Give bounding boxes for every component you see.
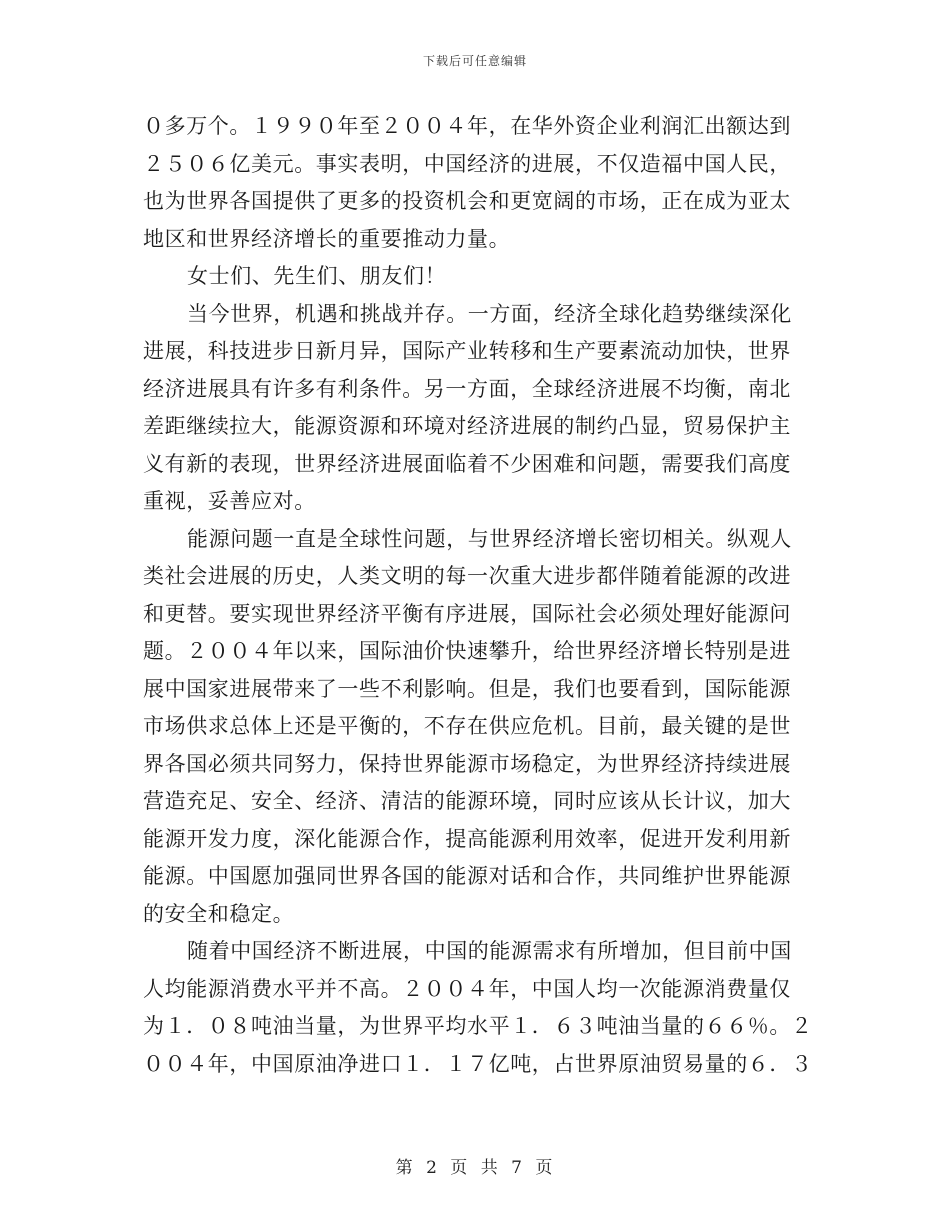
text-line: ００４年，中国原油净进口１．１７亿吨，占世界原油贸易量的６．３	[143, 1051, 813, 1076]
text-line: 能源问题一直是全球性问题，与世界经济增长密切相关。纵观人	[187, 526, 792, 551]
text-line: 题。２００４年以来，国际油价快速攀升，给世界经济增长特别是进	[143, 639, 791, 663]
text-line: 随着中国经济不断进展，中国的能源需求有所增加，但目前中国	[187, 939, 792, 963]
text-line: 经济进展具有许多有利条件。另一方面，全球经济进展不均衡，南北	[143, 376, 791, 401]
text-line: 人均能源消费水平并不高。２００４年，中国人均一次能源消费量仅	[143, 976, 791, 1001]
text-line: 地区和世界经济增长的重要推动力量。	[143, 226, 511, 251]
text-line: 重视，妥善应对。	[143, 489, 316, 513]
text-line: 女士们、先生们、朋友们！	[187, 264, 447, 288]
text-line: 能源开发力度，深化能源合作，提高能源利用效率，促进开发利用新	[143, 826, 791, 851]
text-line: 市场供求总体上还是平衡的，不存在供应危机。目前，最关键的是世	[143, 714, 791, 738]
text-line: 能源。中国愿加强同世界各国的能源对话和合作，共同维护世界能源	[143, 864, 791, 888]
page-footer: 第 2 页 共 7 页	[395, 1158, 555, 1178]
text-line: 差距继续拉大，能源资源和环境对经济进展的制约凸显，贸易保护主	[143, 414, 791, 438]
text-line: 的安全和稳定。	[143, 901, 295, 926]
page-header: 下载后可任意编辑	[422, 54, 527, 68]
text-line: ２５０６亿美元。事实表明，中国经济的进展，不仅造福中国人民，	[143, 151, 791, 176]
text-line: 展中国家进展带来了一些不利影响。但是，我们也要看到，国际能源	[143, 676, 791, 701]
text-line: 当今世界，机遇和挑战并存。一方面，经济全球化趋势继续深化	[187, 301, 792, 326]
text-line: 营造充足、安全、经济、清洁的能源环境，同时应该从长计议，加大	[143, 789, 791, 813]
text-line: 义有新的表现，世界经济进展面临着不少困难和问题，需要我们高度	[143, 451, 791, 476]
text-line: 进展，科技进步日新月异，国际产业转移和生产要素流动加快，世界	[143, 339, 791, 363]
text-line: 界各国必须共同努力，保持世界能源市场稳定，为世界经济持续进展	[143, 751, 791, 776]
text-line: 和更替。要实现世界经济平衡有序进展，国际社会必须处理好能源问	[143, 601, 791, 626]
text-line: ０多万个。１９９０年至２００４年，在华外资企业利润汇出额达到	[143, 114, 791, 138]
text-line: 类社会进展的历史，人类文明的每一次重大进步都伴随着能源的改进	[143, 564, 791, 588]
text-line: 为１．０８吨油当量，为世界平均水平１．６３吨油当量的６６％。２	[143, 1014, 813, 1038]
document-body	[143, 108, 813, 1083]
text-line: 也为世界各国提供了更多的投资机会和更宽阔的市场，正在成为亚太	[143, 189, 791, 213]
